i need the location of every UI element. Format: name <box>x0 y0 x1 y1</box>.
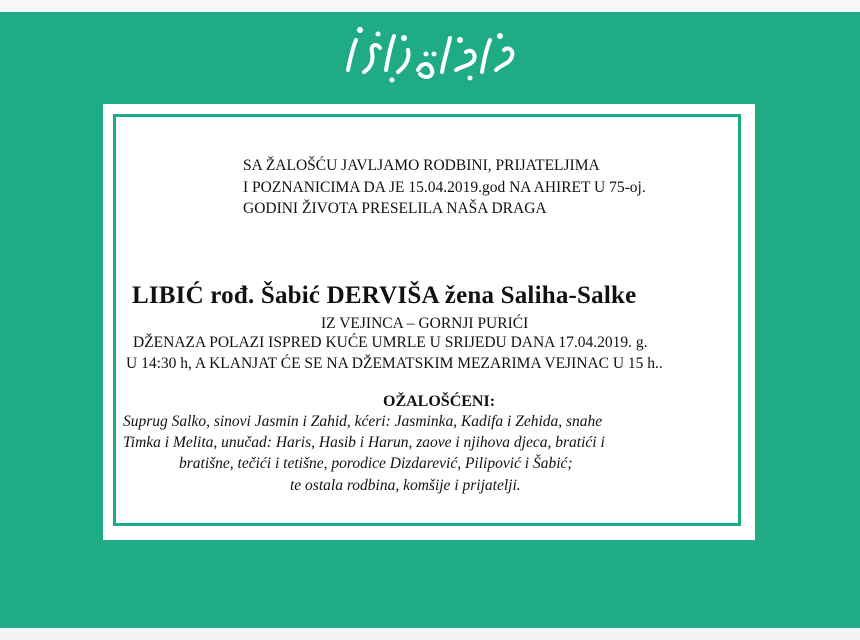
funeral-line-1: DŽENAZA POLAZI ISPRED KUĆE UMRLE U SRIJEDU DANA 17.04.2019. g. <box>133 334 648 351</box>
mourners-line-4: te ostala rodbina, komšije i prijatelji. <box>290 477 521 494</box>
intro-line-1: SA ŽALOŠĆU JAVLJAMO RODBINI, PRIJATELJIMA <box>243 157 600 174</box>
top-margin <box>0 0 860 12</box>
funeral-line-2: U 14:30 h, A KLANJAT ĆE SE NA DŽEMATSKIM MEZARIMA VEJINAC U 15 h.. <box>126 355 663 372</box>
mourners-line-2: Timka i Melita, unučad: Haris, Hasib i Harun, zaove i njihova djeca, bratići i <box>123 434 605 451</box>
mourners-title: OŽALOŠĆENI: <box>383 393 496 410</box>
mourners-line-3: bratišne, tečići i tetišne, porodice Dizdarević, Pilipović i Šabić; <box>179 455 573 472</box>
intro-line-2: I POZNANICIMA DA JE 15.04.2019.god NA AHIRET U 75-oj. <box>243 179 646 196</box>
arabic-calligraphy-logo <box>330 12 530 92</box>
deceased-name: LIBIĆ rođ. Šabić DERVIŠA žena Saliha-Salke <box>132 282 637 309</box>
origin-line: IZ VEJINCA – GORNJI PURIĆI <box>321 315 529 332</box>
bottom-margin <box>0 628 860 640</box>
mourners-line-1: Suprug Salko, sinovi Jasmin i Zahid, kćeri: Jasminka, Kadifa i Zehida, snahe <box>123 413 603 430</box>
intro-line-3: GODINI ŽIVOTA PRESELILA NAŠA DRAGA <box>243 200 547 217</box>
